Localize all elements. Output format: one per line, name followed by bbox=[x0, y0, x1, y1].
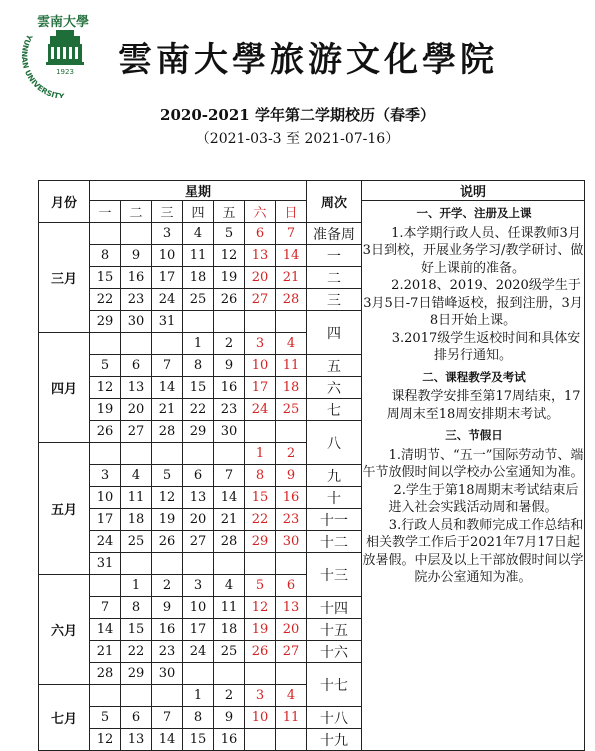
logo-text-top: 雲南大學 bbox=[36, 15, 90, 30]
day-cell: 14 bbox=[214, 487, 245, 509]
day-cell: 19 bbox=[152, 509, 183, 531]
building-icon bbox=[46, 30, 84, 65]
day-cell: 12 bbox=[214, 245, 245, 267]
day-cell: 13 bbox=[245, 245, 276, 267]
day-cell: 12 bbox=[90, 377, 121, 399]
day-cell bbox=[152, 333, 183, 355]
day-cell: 15 bbox=[121, 619, 152, 641]
day-cell: 2 bbox=[276, 443, 307, 465]
week-number: 十五 bbox=[307, 619, 362, 641]
day-cell: 23 bbox=[214, 399, 245, 421]
day-cell bbox=[245, 663, 276, 685]
notes-paragraph: 2.2018、2019、2020级学生于3月5日-7日错峰返校，报到注册，3月8日开始上课。 bbox=[363, 278, 583, 328]
day-cell: 15 bbox=[183, 377, 214, 399]
day-cell: 5 bbox=[152, 465, 183, 487]
day-cell: 3 bbox=[183, 575, 214, 597]
day-cell: 6 bbox=[276, 575, 307, 597]
weekday-label: 一 bbox=[90, 201, 121, 223]
day-cell: 3 bbox=[152, 223, 183, 245]
week-number: 准备周 bbox=[307, 223, 362, 245]
day-cell bbox=[245, 553, 276, 575]
week-number: 十八 bbox=[307, 707, 362, 729]
day-cell: 20 bbox=[276, 619, 307, 641]
day-cell: 12 bbox=[90, 729, 121, 751]
notes-paragraph: 课程教学安排至第17周结束，17周周末至18周安排期末考试。 bbox=[386, 389, 581, 422]
logo-ring-text: YUNNAN UNIVERSITY bbox=[19, 32, 65, 98]
weekday-label: 二 bbox=[121, 201, 152, 223]
month-label: 五月 bbox=[39, 443, 90, 575]
day-cell: 4 bbox=[276, 333, 307, 355]
day-cell bbox=[214, 553, 245, 575]
day-cell: 28 bbox=[214, 531, 245, 553]
day-cell: 23 bbox=[152, 641, 183, 663]
month-label: 四月 bbox=[39, 333, 90, 443]
day-cell: 28 bbox=[90, 663, 121, 685]
header-week-number: 周次 bbox=[307, 181, 362, 223]
notes-heading: 二、课程教学及考试 bbox=[422, 369, 526, 384]
day-cell bbox=[276, 421, 307, 443]
day-cell: 7 bbox=[90, 597, 121, 619]
day-cell: 30 bbox=[152, 663, 183, 685]
day-cell: 29 bbox=[245, 531, 276, 553]
day-cell: 9 bbox=[214, 355, 245, 377]
week-number: 六 bbox=[307, 377, 362, 399]
day-cell: 10 bbox=[245, 355, 276, 377]
day-cell: 4 bbox=[276, 685, 307, 707]
week-number: 十九 bbox=[307, 729, 362, 751]
day-cell: 23 bbox=[276, 509, 307, 531]
day-cell: 10 bbox=[245, 707, 276, 729]
day-cell: 3 bbox=[245, 685, 276, 707]
day-cell: 17 bbox=[152, 267, 183, 289]
day-cell: 27 bbox=[276, 641, 307, 663]
day-cell: 24 bbox=[90, 531, 121, 553]
day-cell: 11 bbox=[214, 597, 245, 619]
day-cell bbox=[121, 553, 152, 575]
day-cell: 13 bbox=[121, 729, 152, 751]
day-cell: 11 bbox=[183, 245, 214, 267]
week-number: 十七 bbox=[307, 663, 362, 707]
day-cell: 27 bbox=[183, 531, 214, 553]
day-cell: 11 bbox=[276, 355, 307, 377]
day-cell: 9 bbox=[214, 707, 245, 729]
day-cell: 7 bbox=[152, 355, 183, 377]
week-number: 十一 bbox=[307, 509, 362, 531]
week-number: 十 bbox=[307, 487, 362, 509]
day-cell: 30 bbox=[121, 311, 152, 333]
notes-paragraph: 3.2017级学生返校时间和具体安排另行通知。 bbox=[391, 330, 581, 363]
day-cell: 9 bbox=[121, 245, 152, 267]
day-cell: 14 bbox=[276, 245, 307, 267]
day-cell: 31 bbox=[152, 311, 183, 333]
day-cell: 7 bbox=[276, 223, 307, 245]
day-cell: 5 bbox=[90, 707, 121, 729]
day-cell: 15 bbox=[90, 267, 121, 289]
day-cell bbox=[183, 443, 214, 465]
day-cell: 22 bbox=[245, 509, 276, 531]
day-cell: 2 bbox=[214, 333, 245, 355]
day-cell bbox=[276, 311, 307, 333]
weekday-label: 日 bbox=[276, 201, 307, 223]
calendar-title: 2020-2021 学年第二学期校历（春季） bbox=[160, 106, 435, 124]
notes-paragraph: 2.学生于第18周期末考试结束后进入社会实践活动周和暑假。 bbox=[388, 482, 579, 515]
day-cell: 20 bbox=[183, 509, 214, 531]
day-cell: 2 bbox=[214, 685, 245, 707]
day-cell: 1 bbox=[183, 685, 214, 707]
day-cell: 25 bbox=[183, 289, 214, 311]
day-cell: 7 bbox=[152, 707, 183, 729]
day-cell bbox=[152, 553, 183, 575]
day-cell: 18 bbox=[214, 619, 245, 641]
day-cell: 10 bbox=[152, 245, 183, 267]
day-cell: 6 bbox=[121, 355, 152, 377]
day-cell: 18 bbox=[276, 377, 307, 399]
day-cell bbox=[245, 311, 276, 333]
day-cell: 11 bbox=[276, 707, 307, 729]
day-cell: 16 bbox=[214, 729, 245, 751]
day-cell: 22 bbox=[121, 641, 152, 663]
header-month: 月份 bbox=[39, 181, 90, 223]
school-calendar-table bbox=[38, 180, 585, 751]
day-cell: 31 bbox=[90, 553, 121, 575]
day-cell: 8 bbox=[90, 245, 121, 267]
day-cell: 30 bbox=[276, 531, 307, 553]
day-cell: 9 bbox=[276, 465, 307, 487]
day-cell: 13 bbox=[183, 487, 214, 509]
weekday-label: 三 bbox=[152, 201, 183, 223]
day-cell bbox=[276, 663, 307, 685]
day-cell bbox=[152, 443, 183, 465]
day-cell: 17 bbox=[245, 377, 276, 399]
day-cell: 7 bbox=[214, 465, 245, 487]
day-cell: 2 bbox=[152, 575, 183, 597]
day-cell: 12 bbox=[152, 487, 183, 509]
day-cell: 12 bbox=[245, 597, 276, 619]
day-cell bbox=[214, 443, 245, 465]
notes-heading: 一、开学、注册及上课 bbox=[416, 206, 532, 220]
day-cell: 6 bbox=[121, 707, 152, 729]
day-cell: 16 bbox=[276, 487, 307, 509]
day-cell: 1 bbox=[183, 333, 214, 355]
day-cell bbox=[276, 553, 307, 575]
day-cell bbox=[121, 443, 152, 465]
day-cell: 16 bbox=[214, 377, 245, 399]
day-cell: 18 bbox=[183, 267, 214, 289]
day-cell bbox=[152, 685, 183, 707]
day-cell: 14 bbox=[152, 377, 183, 399]
day-cell bbox=[245, 421, 276, 443]
day-cell bbox=[214, 663, 245, 685]
week-number: 一 bbox=[307, 245, 362, 267]
week-number: 四 bbox=[307, 311, 362, 355]
day-cell bbox=[183, 311, 214, 333]
day-cell: 25 bbox=[276, 399, 307, 421]
day-cell: 19 bbox=[245, 619, 276, 641]
day-cell: 29 bbox=[183, 421, 214, 443]
day-cell bbox=[245, 729, 276, 751]
day-cell: 17 bbox=[90, 509, 121, 531]
week-number: 七 bbox=[307, 399, 362, 421]
day-cell bbox=[183, 553, 214, 575]
day-cell bbox=[90, 443, 121, 465]
day-cell: 8 bbox=[121, 597, 152, 619]
month-label: 三月 bbox=[39, 223, 90, 333]
day-cell: 21 bbox=[90, 641, 121, 663]
week-number: 十四 bbox=[307, 597, 362, 619]
week-number: 十三 bbox=[307, 553, 362, 597]
day-cell: 3 bbox=[245, 333, 276, 355]
notes-paragraph: 1.本学期行政人员、任课教师3月3日到校，开展业务学习/教学研讨、做好上课前的准备。 bbox=[362, 225, 584, 276]
day-cell bbox=[121, 223, 152, 245]
day-cell: 18 bbox=[121, 509, 152, 531]
calendar-date-range: （2021-03-3 至 2021-07-16） bbox=[195, 131, 400, 147]
header-weekday: 星期 bbox=[90, 181, 307, 201]
day-cell bbox=[276, 729, 307, 751]
school-name: 雲南大學旅游文化學院 bbox=[118, 40, 498, 80]
day-cell: 22 bbox=[183, 399, 214, 421]
weekday-label: 四 bbox=[183, 201, 214, 223]
day-cell bbox=[90, 575, 121, 597]
day-cell: 24 bbox=[152, 289, 183, 311]
day-cell bbox=[121, 333, 152, 355]
day-cell: 8 bbox=[183, 707, 214, 729]
page-header bbox=[0, 0, 595, 110]
day-cell: 25 bbox=[214, 641, 245, 663]
notes-paragraph: 3.行政人员和教师完成工作总结和相关教学工作后于2021年7月17日起放暑假。中层及以上干部放假时间以学院办公室通知为准。 bbox=[362, 517, 584, 585]
day-cell bbox=[90, 223, 121, 245]
week-number: 三 bbox=[307, 289, 362, 311]
day-cell: 8 bbox=[245, 465, 276, 487]
day-cell: 1 bbox=[245, 443, 276, 465]
day-cell: 3 bbox=[90, 465, 121, 487]
day-cell: 20 bbox=[121, 399, 152, 421]
day-cell: 19 bbox=[90, 399, 121, 421]
day-cell: 22 bbox=[90, 289, 121, 311]
day-cell: 26 bbox=[152, 531, 183, 553]
day-cell: 21 bbox=[276, 267, 307, 289]
header-notes: 说明 bbox=[362, 181, 585, 201]
day-cell: 4 bbox=[121, 465, 152, 487]
day-cell bbox=[183, 663, 214, 685]
day-cell: 23 bbox=[121, 289, 152, 311]
day-cell: 27 bbox=[121, 421, 152, 443]
notes-heading: 三、节假日 bbox=[445, 428, 503, 442]
day-cell: 15 bbox=[245, 487, 276, 509]
day-cell: 16 bbox=[121, 267, 152, 289]
day-cell: 4 bbox=[183, 223, 214, 245]
day-cell: 9 bbox=[152, 597, 183, 619]
week-number: 十二 bbox=[307, 531, 362, 553]
day-cell: 11 bbox=[121, 487, 152, 509]
notes-paragraph: 1.清明节、“五一”国际劳动节、端午节放假时间以学校办公室通知为准。 bbox=[362, 447, 584, 480]
day-cell: 21 bbox=[214, 509, 245, 531]
day-cell: 10 bbox=[90, 487, 121, 509]
day-cell: 4 bbox=[214, 575, 245, 597]
day-cell: 20 bbox=[245, 267, 276, 289]
weekday-label: 五 bbox=[214, 201, 245, 223]
day-cell: 5 bbox=[214, 223, 245, 245]
day-cell: 6 bbox=[245, 223, 276, 245]
month-label: 七月 bbox=[39, 685, 90, 751]
day-cell: 30 bbox=[214, 421, 245, 443]
week-number: 十六 bbox=[307, 641, 362, 663]
university-logo bbox=[14, 12, 112, 98]
week-number: 五 bbox=[307, 355, 362, 377]
day-cell: 8 bbox=[183, 355, 214, 377]
notes-panel bbox=[362, 201, 585, 751]
day-cell: 10 bbox=[183, 597, 214, 619]
day-cell: 5 bbox=[90, 355, 121, 377]
day-cell: 6 bbox=[183, 465, 214, 487]
day-cell bbox=[121, 685, 152, 707]
day-cell: 16 bbox=[152, 619, 183, 641]
day-cell: 29 bbox=[90, 311, 121, 333]
day-cell: 25 bbox=[121, 531, 152, 553]
day-cell: 15 bbox=[183, 729, 214, 751]
day-cell: 17 bbox=[183, 619, 214, 641]
day-cell bbox=[90, 333, 121, 355]
day-cell: 1 bbox=[121, 575, 152, 597]
day-cell: 21 bbox=[152, 399, 183, 421]
day-cell bbox=[214, 311, 245, 333]
day-cell: 5 bbox=[245, 575, 276, 597]
day-cell: 26 bbox=[90, 421, 121, 443]
day-cell bbox=[90, 685, 121, 707]
day-cell: 13 bbox=[121, 377, 152, 399]
day-cell: 28 bbox=[276, 289, 307, 311]
day-cell: 26 bbox=[245, 641, 276, 663]
weekday-label: 六 bbox=[245, 201, 276, 223]
month-label: 六月 bbox=[39, 575, 90, 685]
day-cell: 26 bbox=[214, 289, 245, 311]
day-cell: 24 bbox=[245, 399, 276, 421]
week-number: 九 bbox=[307, 465, 362, 487]
week-number: 二 bbox=[307, 267, 362, 289]
day-cell: 28 bbox=[152, 421, 183, 443]
day-cell: 27 bbox=[245, 289, 276, 311]
day-cell: 19 bbox=[214, 267, 245, 289]
day-cell: 14 bbox=[90, 619, 121, 641]
logo-year: 1923 bbox=[56, 68, 74, 76]
day-cell: 14 bbox=[152, 729, 183, 751]
week-number: 八 bbox=[307, 421, 362, 465]
day-cell: 24 bbox=[183, 641, 214, 663]
day-cell: 13 bbox=[276, 597, 307, 619]
day-cell: 29 bbox=[121, 663, 152, 685]
